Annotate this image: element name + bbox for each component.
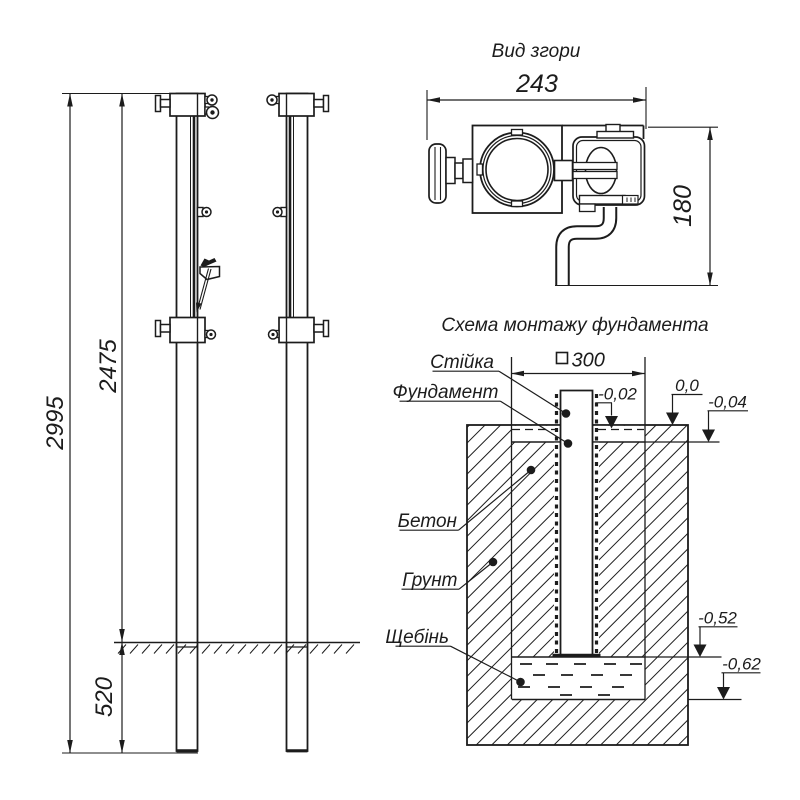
- post-section: [561, 391, 593, 656]
- leader-dot: [527, 466, 536, 475]
- top-view-title: Вид згори: [491, 41, 581, 62]
- label-soil: Грунт: [402, 570, 458, 591]
- foundation-title: Схема монтажу фундамента: [441, 315, 709, 336]
- lower-collar: [170, 318, 205, 343]
- leader-dot: [564, 439, 573, 448]
- label-gravel: Щебінь: [385, 627, 449, 648]
- leader-dot: [489, 558, 498, 567]
- dim-square-300: 300: [571, 349, 605, 372]
- level-minus-0-02: -0,02: [598, 384, 637, 404]
- label-foundation: Фундамент: [392, 382, 499, 403]
- top-collar: [170, 94, 205, 117]
- dim-height-above-ground: 2475: [95, 339, 122, 393]
- winch-drum-icon: [480, 133, 554, 207]
- top-collar: [279, 94, 314, 117]
- label-post: Стійка: [430, 352, 494, 373]
- level-minus-0-52: -0,52: [698, 608, 737, 628]
- hand-knob-icon: [429, 144, 446, 203]
- level-minus-0-04: -0,04: [708, 392, 747, 412]
- lower-collar: [279, 318, 314, 343]
- dim-depth-180: 180: [669, 185, 697, 227]
- level-0-0: 0,0: [675, 376, 699, 395]
- label-concrete: Бетон: [397, 511, 457, 532]
- dim-width-243: 243: [516, 70, 558, 98]
- leader-dot: [516, 678, 525, 687]
- level-minus-0-62: -0,62: [722, 654, 761, 674]
- leader-dot: [562, 409, 571, 418]
- dim-total-height: 2995: [42, 396, 69, 450]
- tension-knob-icon: [324, 96, 329, 112]
- dim-depth-below-ground: 520: [91, 676, 118, 718]
